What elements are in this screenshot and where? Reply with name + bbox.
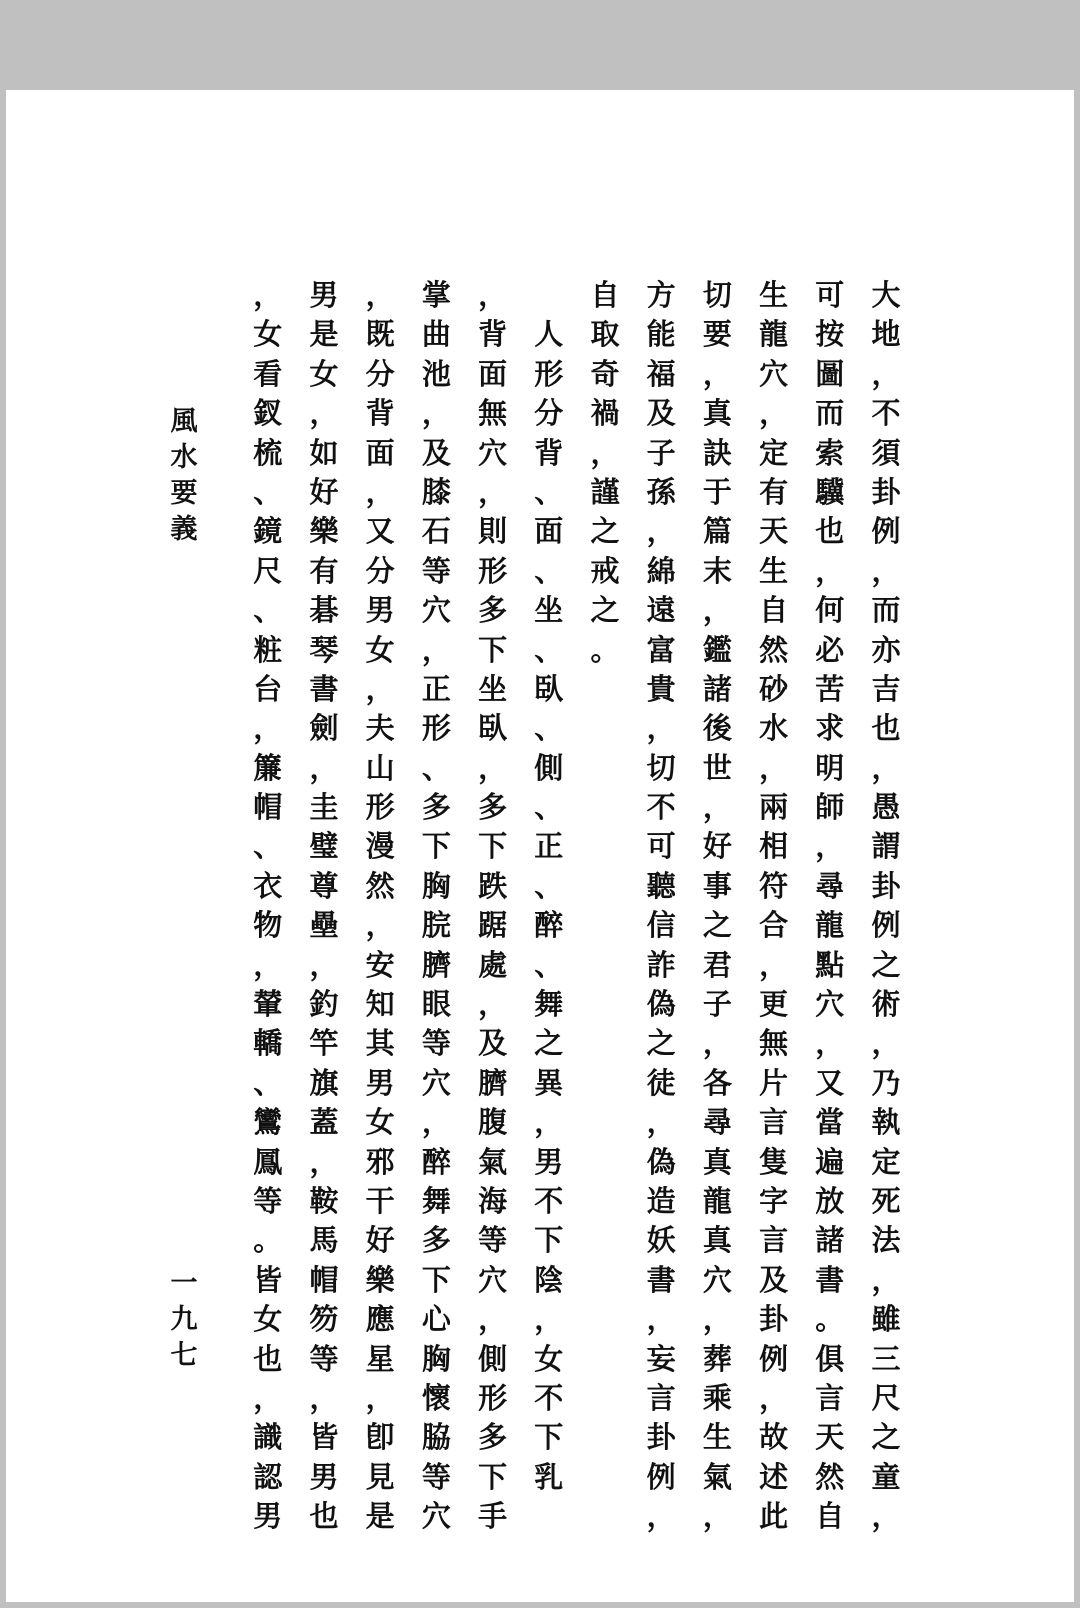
text-column: 男 是 女 ， 如 好 樂 有 碁 琴 書 劍 ， 圭 璧 尊 壘 ， 釣 竿 旗 蓋 ， 鞍 馬 帽 笏 等 ， 皆 男 也 (309, 278, 339, 1534)
text-column: 大 地 ， 不 須 卦 例 ， 而 亦 吉 也 ， 愚 謂 卦 例 之 術 ， 乃 執 定 死 法 ， 雖 三 尺 之 童 ， (871, 278, 901, 1534)
book-page (6, 90, 1074, 1602)
text-column: 自 取 奇 禍 ， 謹 之 戒 之 。 (590, 278, 620, 667)
text-column: ， 女 看 釵 梳 、 鏡 尺 、 粧 台 ， 簾 帽 、 衣 物 ， 輦 轎 、 鸞 鳳 等 。 皆 女 也 ， 識 認 男 (253, 278, 283, 1534)
running-title: 風 水 要 義 (170, 406, 198, 545)
text-column: 切 要 ， 真 訣 于 篇 末 ， 鑑 諸 後 世 ， 好 事 之 君 子 ， 各 尋 真 龍 真 穴 ， 葬 乘 生 氣 ， (702, 278, 732, 1534)
text-column: 方 能 福 及 子 孫 ， 綿 遠 富 貴 ， 切 不 可 聽 信 詐 偽 之 徒 ， 偽 造 妖 書 ， 妄 言 卦 例 ， (646, 278, 676, 1534)
text-column: 掌 曲 池 ， 及 膝 石 等 穴 ， 正 形 、 多 下 胸 脘 臍 眼 等 穴 ， 醉 舞 多 下 心 胸 懷 脇 等 穴 (421, 278, 451, 1534)
text-column: ， 既 分 背 面 ， 又 分 男 女 ， 夫 山 形 漫 然 ， 安 知 其 男 女 邪 干 好 樂 應 星 ， 卽 見 是 (365, 278, 395, 1534)
text-column: ， 背 面 無 穴 ， 則 形 多 下 坐 臥 ， 多 下 跌 踞 處 ， 及 臍 腹 氣 海 等 穴 ， 側 形 多 下 手 (478, 278, 508, 1534)
text-column: 人 形 分 背 、 面 、 坐 、 臥 、 側 、 正 、 醉 、 舞 之 異 ， 男 不 下 陰 ， 女 不 下 乳 (534, 317, 564, 1494)
text-column: 生 龍 穴 ， 定 有 天 生 自 然 砂 水 ， 兩 相 符 合 ， 更 無 片 言 隻 字 言 及 卦 例 ， 故 述 此 (759, 278, 789, 1534)
page-number: 一 九 七 (170, 1268, 198, 1371)
text-column: 可 按 圖 而 索 驥 也 ， 何 必 苦 求 明 師 ， 尋 龍 點 穴 ， 又 當 遍 放 諸 書 。 俱 言 天 然 自 (815, 278, 845, 1534)
